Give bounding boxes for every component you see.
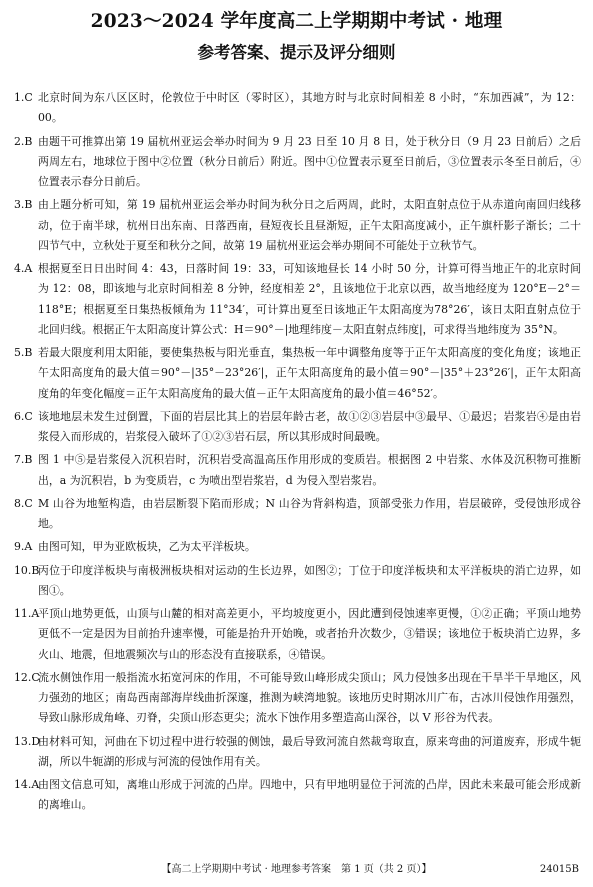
answer-item-3 bbox=[14, 195, 581, 256]
answer-number: 8.C bbox=[14, 496, 33, 510]
answer-text: 由材料可知，河曲在下切过程中进行较强的侧蚀，最后导致河流自然裁弯取直，原来弯曲的河道废弃，形成牛轭湖，所以牛轭湖的形成与河流的侵蚀作用有关。 bbox=[38, 734, 581, 768]
document-subtitle: 参考答案、提示及评分细则 bbox=[197, 43, 396, 62]
answer-item-4 bbox=[14, 259, 581, 340]
answer-text: 平顶山地势更低，山顶与山麓的相对高差更小，平均坡度更小，因此遭到侵蚀速率更慢，①②正确；平顶山地势更低不一定是因为目前抬升速率慢，可能是抬升开始晚，或者抬升次数少，③错误；该地位于板块消亡边界，多火山、地震，但地震频次与山的形态没有直接联系，④错误。 bbox=[38, 607, 581, 661]
answer-text: 图 1 中⑤是岩浆侵入沉积岩时，沉积岩受高温高压作用形成的变质岩。根据图 2 中岩浆、水体及沉积物可推断出，a 为沉积岩，b 为变质岩，c 为喷出型岩浆岩，d 为侵入型岩浆岩。 bbox=[38, 453, 581, 487]
answer-text: 北京时间为东八区区时，伦敦位于中时区（零时区），其地方时与北京时间相差 8 小时，“东加西减”，为 12：00。 bbox=[38, 91, 581, 125]
answer-number: 13.D bbox=[14, 734, 41, 748]
document-title: 2023～2024 学年度高二上学期期中考试 · 地理 bbox=[90, 11, 503, 32]
answer-number: 7.B bbox=[14, 453, 33, 467]
answer-item-13 bbox=[14, 732, 581, 773]
answer-item-8 bbox=[14, 494, 581, 535]
answer-text: 由图可知，甲为亚欧板块，乙为太平洋板块。 bbox=[38, 540, 256, 554]
answer-number: 5.B bbox=[14, 346, 33, 359]
answer-item-1 bbox=[14, 88, 581, 129]
answer-number: 2.B bbox=[14, 134, 33, 148]
answer-text: 流水侧蚀作用一般指流水拓宽河床的作用，不可能导致山峰形成尖顶山；风力侵蚀多出现在干旱半干旱地区，风力强劲的地区；南岛西南部海岸线曲折深邃，推测为峡湾地貌。该地历史时期冰川广布，古冰川侵蚀作用强烈，导致山脉形成角峰、刃脊，尖顶山形态更尖；流水下蚀作用多塑造高山深谷，以 V 形谷为代表。 bbox=[38, 670, 581, 725]
answer-text: 若最大限度利用太阳能，要使集热板与阳光垂直，集热板一年中调整角度等于正午太阳高度的变化角度；该地正午太阳高度角的最大值＝90°－|35°－23°26′|，正午太阳高度角的最小值＝90°－|35°＋23°26′|，正午太阳高度角的年变化幅度＝正午太阳高度角的最大值－正午太阳高度角的最小值＝46°52′。 bbox=[38, 346, 581, 400]
answer-number: 4.A bbox=[14, 262, 33, 275]
answer-text: 该地地层未发生过倒置，下面的岩层比其上的岩层年龄古老，故①②③岩层中③最早、①最迟；岩浆岩④是由岩浆侵入而形成的，岩浆侵入破坏了①②③岩石层，所以其形成时间最晚。 bbox=[38, 409, 581, 443]
answer-item-9 bbox=[14, 537, 581, 557]
answer-item-6 bbox=[14, 407, 581, 448]
answer-text: 根据夏至日日出时间 4：43，日落时间 19：33，可知该地昼长 14 小时 50 分，计算可得当地正午的北京时间为 12：08，即该地与北京时间相差 8 分钟，经度相差 2°，且该地位于北京以西，故当地经度为 120°E－2°＝118°E；根据夏至日集热板倾角为 11°34′，可计算出夏至日该地正午太阳高度为78°26′，该日太阳直射点位于北回归线。根据正午太阳高度计算公式：H＝90°－|地理纬度－太阳直射点纬度|，可求得当地纬度为 35°N。 bbox=[38, 262, 581, 336]
answer-item-11 bbox=[14, 604, 581, 665]
answer-number: 11.A bbox=[14, 607, 40, 620]
answer-number: 9.A bbox=[14, 540, 33, 554]
answer-item-7 bbox=[14, 450, 581, 491]
answer-text: M 山谷为地堑构造，由岩层断裂下陷而形成；N 山谷为背斜构造，顶部受张力作用，岩层破碎，受侵蚀形成谷地。 bbox=[38, 496, 581, 530]
answer-number: 3.B bbox=[14, 198, 33, 212]
answer-number: 12.C bbox=[14, 670, 40, 684]
answer-text: 丙位于印度洋板块与南极洲板块相对运动的生长边界，如图②；丁位于印度洋板块和太平洋板块的消亡边界，如图①。 bbox=[38, 563, 581, 597]
answer-item-2 bbox=[14, 132, 581, 193]
answer-item-14 bbox=[14, 775, 581, 816]
answer-number: 10.B bbox=[14, 563, 40, 577]
answer-number: 14.A bbox=[14, 778, 40, 791]
answer-number: 6.C bbox=[14, 409, 33, 423]
answer-text: 由上题分析可知，第 19 届杭州亚运会举办时间为秋分日之后两周，此时，太阳直射点位于从赤道向南回归线移动，位于南半球，杭州日出东南、日落西南，昼短夜长且昼渐短，正午太阳高度减小，正午旗杆影子渐长；二十四节气中，立秋处于夏至和秋分之间，故第 19 届杭州亚运会举办期间不可能处于立秋节气。 bbox=[38, 198, 581, 252]
answer-item-10 bbox=[14, 561, 581, 602]
answer-item-12 bbox=[14, 668, 581, 729]
answer-text: 由图文信息可知，离堆山形成于河流的凸岸。四地中，只有甲地明显位于河流的凸岸，因此未来最可能会形成新的离堆山。 bbox=[38, 778, 581, 812]
footer-code: 24015B bbox=[539, 864, 579, 875]
footer-page-info: 【高二上学期期中考试 · 地理参考答案 第 1 页（共 2 页）】 bbox=[161, 864, 432, 875]
answer-text: 由题干可推算出第 19 届杭州亚运会举办时间为 9 月 23 日至 10 月 8 日，处于秋分日（9 月 23 日前后）之后两周左右，地球位于图中②位置（秋分日前后）附近。图中①位置表示夏至日前后，③位置表示冬至日前后，④位置表示春分日前后。 bbox=[38, 134, 581, 188]
answer-list bbox=[14, 88, 581, 819]
answer-item-5 bbox=[14, 343, 581, 404]
answer-number: 1.C bbox=[14, 91, 33, 104]
